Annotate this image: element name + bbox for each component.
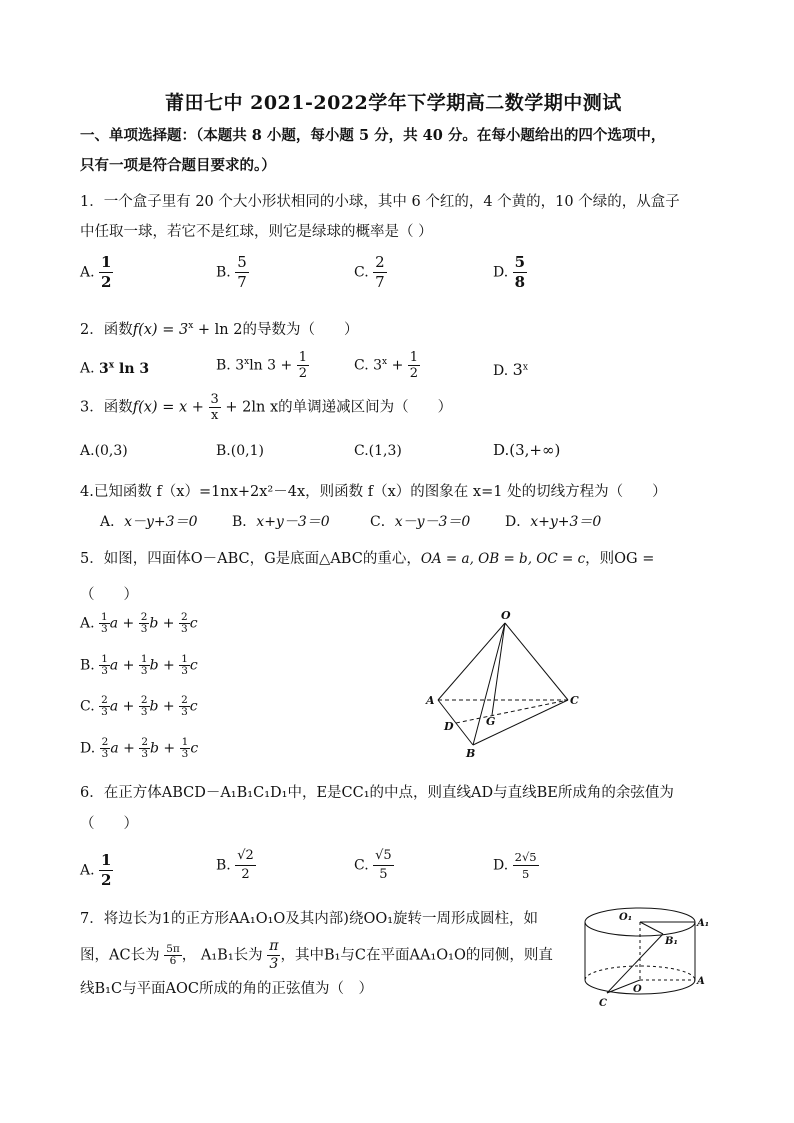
q7-line3: 线B₁C与平面AOC所成的角的正弦值为（ ） [80,981,374,997]
q5-stem: 5．如图，四面体O－ABC，G是底面△ABC的重心，OA = a, OB = b, OC = c，则OG = [80,551,655,567]
q4-option-a[interactable]: A．x－y+3＝0 [100,514,198,530]
q1-option-d-fraction: $\frac{5}{8}$ [514,253,526,291]
q1-option-c[interactable]: C. $\frac{2}{7}$ [354,253,385,291]
label-g: G [486,715,496,728]
q7-line2: 图，AC长为 $\frac{5\pi}{6}$ ， A₁B₁长为 $\frac{\pi}{3}$ ，其中B₁与C在平面AA₁O₁O的同侧，则直 [80,938,553,972]
q5-option-b[interactable]: B. $\frac{1}{3}$ a + $\frac{1}{3}$ b + $\frac{1}{3}$ c [80,653,198,677]
q2-option-b[interactable]: B. 3$^x$ln 3 + $\frac{1}{2}$ [216,350,307,381]
q6-option-c-fraction: $\frac{√5}{5}$ [375,848,392,882]
q4-option-d[interactable]: D．x+y+3＝0 [505,514,602,530]
q3-stem: 3．函数f(x) = x + $\frac{3}{x}$ + 2ln x的单调递减区间为（ ） [80,392,453,423]
cylinder-figure [577,898,717,1013]
q7-line1: 7．将边长为1的正方形AA₁O₁O及其内部)绕OO₁旋转一周形成圆柱，如 [80,911,539,927]
q6-option-a-fraction: $\frac{1}{2}$ [101,851,112,889]
q1-line2: 中任取一球，若它不是红球，则它是绿球的概率是（ ） [80,224,433,240]
q6-option-d-fraction: $\frac{2√5}{5}$ [514,850,537,881]
q3-option-b[interactable]: B.(0,1) [216,443,264,459]
label-o: O [633,984,642,995]
tetrahedron-figure [420,605,590,760]
q3-option-d[interactable]: D.(3,+∞) [493,441,561,459]
q5-option-d[interactable]: D. $\frac{2}{3}$ a + $\frac{2}{3}$ b + $\frac{1}{3}$ c [80,736,199,760]
q1-option-b[interactable]: B. $\frac{5}{7}$ [216,253,247,291]
page-title: 莆田七中 2021-2022学年下学期高二数学期中测试 [165,92,622,114]
q5-line2: （ ） [80,587,138,603]
q1-option-a-fraction: $\frac{1}{2}$ [101,253,112,291]
label-o1: O₁ [619,912,633,923]
q1-option-b-fraction: $\frac{5}{7}$ [237,253,247,291]
q7-arc2-fraction: $\frac{\pi}{3}$ [269,938,279,972]
q3-option-c[interactable]: C.(1,3) [354,443,402,459]
label-c: C [599,998,607,1009]
q2-option-b-fraction: $\frac{1}{2}$ [298,350,307,381]
q6-line1: 6．在正方体ABCD－A₁B₁C₁D₁中，E是CC₁的中点，则直线AD与直线BE所成角的余弦值为 [80,785,674,801]
q2-option-c-fraction: $\frac{1}{2}$ [409,350,419,381]
q2-option-c[interactable]: C. $3^x$ + $\frac{1}{2}$ [354,350,419,381]
q5-option-a[interactable]: A. $\frac{1}{3}$ a + $\frac{2}{3}$ b + $\frac{2}{3}$ c [80,611,198,635]
q2-option-a[interactable]: A. 3$^x$ ln 3 [80,360,150,377]
q1-option-c-fraction: $\frac{2}{7}$ [375,253,385,291]
section-header-line2: 只有一项是符合题目要求的。） [80,157,276,174]
q4-option-b[interactable]: B．x+y－3＝0 [232,514,330,530]
label-o: O [501,609,511,622]
q3-fraction: $\frac{3}{x}$ [210,392,219,423]
q1-option-d[interactable]: D. $\frac{5}{8}$ [493,253,526,291]
q6-option-a[interactable]: A. $\frac{1}{2}$ [80,851,112,889]
q4-option-c[interactable]: C．x－y－3＝0 [370,514,471,530]
q6-option-c[interactable]: C. $\frac{√5}{5}$ [354,848,392,882]
section-header-line1: 一、单项选择题：（本题共 8 小题，每小题 5 分，共 40 分。在每小题给出的四个选项中， [80,127,666,144]
label-c: C [570,694,579,707]
q6-option-d[interactable]: D. $\frac{2√5}{5}$ [493,850,537,881]
label-a: A [697,976,705,987]
label-a: A [426,694,435,707]
q2-stem: 2．函数$f(x) = 3^x + \ln 2$的导数为（ ） [80,321,359,338]
label-a1: A₁ [697,918,710,929]
q2-option-d[interactable]: D. 3$^x$ [493,360,528,379]
q3-option-a[interactable]: A.(0,3) [80,443,128,459]
q5-option-c[interactable]: C. $\frac{2}{3}$ a + $\frac{2}{3}$ b + $\frac{2}{3}$ c [80,694,198,718]
label-b: B [466,747,476,760]
label-d: D [444,720,454,733]
q6-option-b-fraction: $\frac{√2}{2}$ [237,848,254,882]
q1-option-a[interactable]: A. $\frac{1}{2}$ [80,253,112,291]
label-b1: B₁ [665,936,678,947]
q1-line1: 1．一个盒子里有 20 个大小形状相同的小球，其中 6 个红的，4 个黄的，10 个绿的，从盒子 [80,194,680,210]
q6-line2: （ ） [80,816,138,832]
q4-stem: 4.已知函数 f（x）=1nx+2x²－4x，则函数 f（x）的图象在 x=1 处的切线方程为（ ） [80,484,667,500]
q6-option-b[interactable]: B. $\frac{√2}{2}$ [216,848,254,882]
q7-arc1-fraction: $\frac{5\pi}{6}$ [166,943,180,967]
